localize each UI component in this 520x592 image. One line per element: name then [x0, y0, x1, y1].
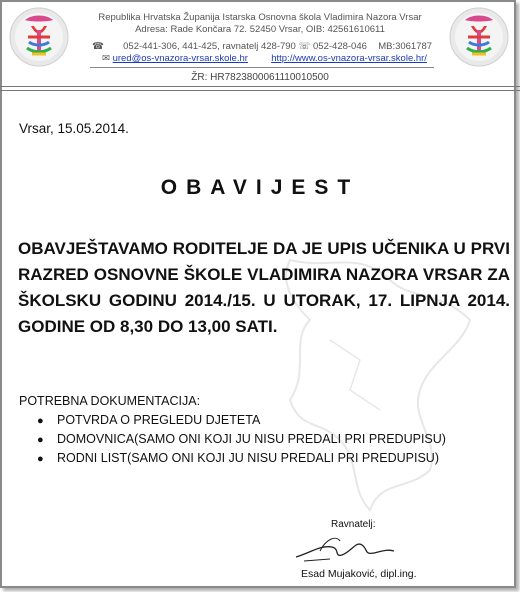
bullet-icon: ● — [37, 434, 44, 446]
letterhead-contacts — [92, 41, 432, 52]
letterhead-links — [102, 53, 427, 64]
handwritten-signature — [290, 527, 400, 567]
bullet-icon: ● — [37, 453, 44, 465]
mb-number: MB:3061787 — [378, 41, 433, 52]
header-rule — [0, 90, 520, 91]
document-date: Vrsar, 15.05.2014. — [19, 121, 129, 136]
website-link[interactable]: http://www.os-vnazora-vrsar.skole.hr/ — [271, 53, 427, 64]
documents-heading: POTREBNA DOKUMENTACIJA: — [19, 394, 201, 408]
letterhead-bank-account: ŽR: HR7823800061110010500 — [191, 72, 329, 83]
list-item: ● RODNI LIST(SAMO ONI KOJI JU NISU PREDALI PRI PREDUPISU) — [37, 449, 446, 468]
fax-icon: ☏ — [298, 41, 311, 52]
signature-name: Esad Mujaković, dipl.ing. — [301, 568, 417, 580]
telephone-icon: ☎ — [92, 41, 104, 52]
notice-text: OBAVJEŠTAVAMO RODITELJE DA JE UPIS UČENIKA U PRVI RAZRED OSNOVNE ŠKOLE VLADIMIRA NAZORA VRSAR ZA ŠKOLSKU GODINU 2014./15. U UTORAK, 17. LIPNJA 2014. GODINE OD 8,30 DO 13,00 SATI. — [18, 239, 510, 336]
document-title: OBAVIJEST — [160, 176, 360, 199]
list-item: ● POTVRDA O PREGLEDU DJETETA — [37, 411, 446, 430]
documents-list — [37, 411, 446, 468]
bullet-icon: ● — [37, 415, 44, 427]
email-link[interactable]: ured@os-vnazora-vrsar.skole.hr — [112, 53, 248, 64]
letterhead-divider — [90, 67, 434, 68]
letterhead-school-name: Republika Hrvatska Županija Istarska Osnovna škola Vladimira Nazora Vrsar — [98, 12, 422, 23]
envelope-icon: ✉ — [102, 53, 110, 64]
letterhead-address: Adresa: Rade Končara 72. 52450 Vrsar, OIB: 42561610611 — [135, 24, 385, 35]
fax-number: 052-428-046 — [313, 41, 367, 52]
signature-label: Ravnatelj: — [331, 519, 376, 530]
phone-numbers: 052-441-306, 441-425, ravnatelj 428-790 — [123, 41, 296, 52]
header-rule — [0, 86, 520, 87]
list-item: ● DOMOVNICA(SAMO ONI KOJI JU NISU PREDALI PRI PREDUPISU) — [37, 430, 446, 449]
